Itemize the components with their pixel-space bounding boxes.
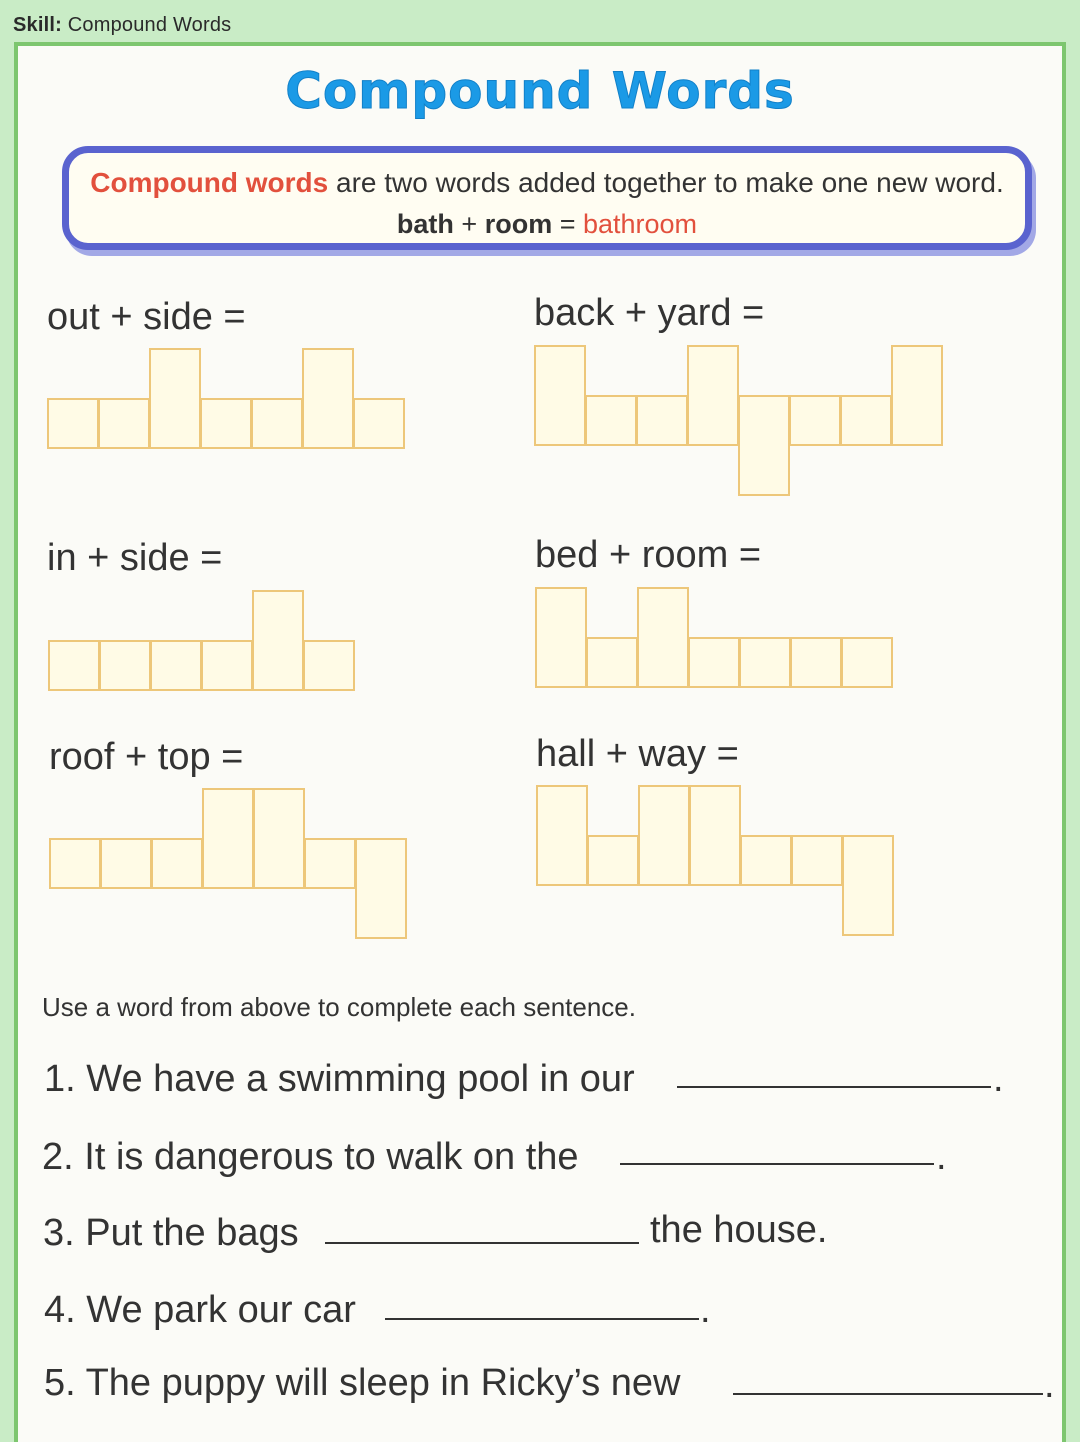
instruction-text: Use a word from above to complete each sentence.: [42, 992, 636, 1022]
letter-box-inside-2[interactable]: [99, 640, 151, 691]
answer-blank-5[interactable]: [733, 1393, 1043, 1395]
letter-box-rooftop-5[interactable]: [253, 788, 305, 889]
equation-rooftop: roof + top =: [49, 736, 244, 778]
letter-box-backyard-5[interactable]: [738, 395, 790, 496]
letter-box-bedroom-3[interactable]: [637, 587, 689, 688]
sentence-2: [42, 1136, 579, 1179]
letter-box-outside-2[interactable]: [98, 398, 150, 449]
definition-body: are two words added together to make one new word.: [328, 167, 1004, 198]
letter-box-hallway-7[interactable]: [842, 835, 894, 936]
equation-backyard: back + yard =: [534, 292, 765, 334]
letter-box-outside-3[interactable]: [149, 348, 201, 449]
sentence-number: 2.: [42, 1136, 74, 1178]
letter-box-rooftop-3[interactable]: [151, 838, 203, 889]
sentence-text: The puppy will sleep in Ricky’s new: [85, 1362, 681, 1404]
definition-example: [69, 209, 1025, 240]
example-equals: =: [552, 209, 583, 239]
answer-blank-1[interactable]: [677, 1086, 991, 1088]
example-plus: +: [453, 209, 485, 239]
sentence-end-4: .: [700, 1289, 711, 1331]
definition-term: Compound words: [90, 167, 329, 198]
example-part1: bath: [396, 209, 454, 239]
sentence-text: Put the bags: [85, 1212, 299, 1254]
letter-box-rooftop-6[interactable]: [304, 838, 356, 889]
letter-box-outside-1[interactable]: [47, 398, 99, 449]
letter-box-rooftop-7[interactable]: [355, 838, 407, 939]
letter-box-backyard-7[interactable]: [840, 395, 892, 446]
letter-box-rooftop-2[interactable]: [100, 838, 152, 889]
sentence-1: [44, 1058, 635, 1101]
example-part2: room: [484, 209, 553, 239]
letter-box-rooftop-4[interactable]: [202, 788, 254, 889]
letter-box-backyard-1[interactable]: [534, 345, 586, 446]
letter-box-inside-3[interactable]: [150, 640, 202, 691]
sentence-4: [44, 1289, 356, 1332]
letter-box-backyard-2[interactable]: [585, 395, 637, 446]
sentence-end-5: .: [1044, 1364, 1055, 1406]
answer-blank-2[interactable]: [620, 1163, 934, 1165]
letter-box-outside-4[interactable]: [200, 398, 252, 449]
letter-box-bedroom-6[interactable]: [790, 637, 842, 688]
letter-box-hallway-6[interactable]: [791, 835, 843, 886]
definition-text: [69, 167, 1025, 199]
sentence-text: It is dangerous to walk on the: [84, 1136, 579, 1178]
answer-blank-4[interactable]: [385, 1318, 699, 1320]
sentence-3: [43, 1212, 299, 1255]
letter-box-inside-4[interactable]: [201, 640, 253, 691]
answer-blank-3[interactable]: [325, 1242, 639, 1244]
letter-box-bedroom-1[interactable]: [535, 587, 587, 688]
sentence-number: 3.: [43, 1212, 75, 1254]
letter-box-backyard-8[interactable]: [891, 345, 943, 446]
equation-outside: out + side =: [47, 296, 246, 338]
letter-box-outside-5[interactable]: [251, 398, 303, 449]
skill-value: Compound Words: [67, 14, 232, 36]
sentence-end-3: the house.: [650, 1209, 828, 1251]
letter-box-bedroom-7[interactable]: [841, 637, 893, 688]
equation-hallway: hall + way =: [536, 733, 739, 775]
letter-box-hallway-4[interactable]: [689, 785, 741, 886]
page-title: Compound Words: [285, 62, 795, 120]
letter-box-inside-1[interactable]: [48, 640, 100, 691]
sentence-number: 5.: [44, 1362, 76, 1404]
letter-box-backyard-3[interactable]: [636, 395, 688, 446]
sentence-end-1: .: [993, 1058, 1004, 1100]
letter-box-hallway-3[interactable]: [638, 785, 690, 886]
letter-box-inside-6[interactable]: [303, 640, 355, 691]
letter-box-rooftop-1[interactable]: [49, 838, 101, 889]
letter-box-inside-5[interactable]: [252, 590, 304, 691]
sentence-end-2: .: [936, 1136, 947, 1178]
sentence-number: 4.: [44, 1289, 76, 1331]
letter-box-hallway-1[interactable]: [536, 785, 588, 886]
example-result: bathroom: [582, 209, 698, 239]
letter-box-hallway-5[interactable]: [740, 835, 792, 886]
letter-box-bedroom-5[interactable]: [739, 637, 791, 688]
sentence-number: 1.: [44, 1058, 76, 1100]
skill-header: [13, 14, 231, 37]
sentence-5: [44, 1362, 680, 1405]
equation-bedroom: bed + room =: [535, 534, 762, 576]
definition-box: [62, 146, 1032, 250]
letter-box-outside-7[interactable]: [353, 398, 405, 449]
letter-box-backyard-6[interactable]: [789, 395, 841, 446]
sentence-text: We have a swimming pool in our: [86, 1058, 635, 1100]
sentence-text: We park our car: [86, 1289, 356, 1331]
letter-box-hallway-2[interactable]: [587, 835, 639, 886]
skill-label: Skill:: [13, 14, 62, 36]
equation-inside: in + side =: [47, 537, 223, 579]
letter-box-bedroom-4[interactable]: [688, 637, 740, 688]
letter-box-bedroom-2[interactable]: [586, 637, 638, 688]
letter-box-outside-6[interactable]: [302, 348, 354, 449]
letter-box-backyard-4[interactable]: [687, 345, 739, 446]
